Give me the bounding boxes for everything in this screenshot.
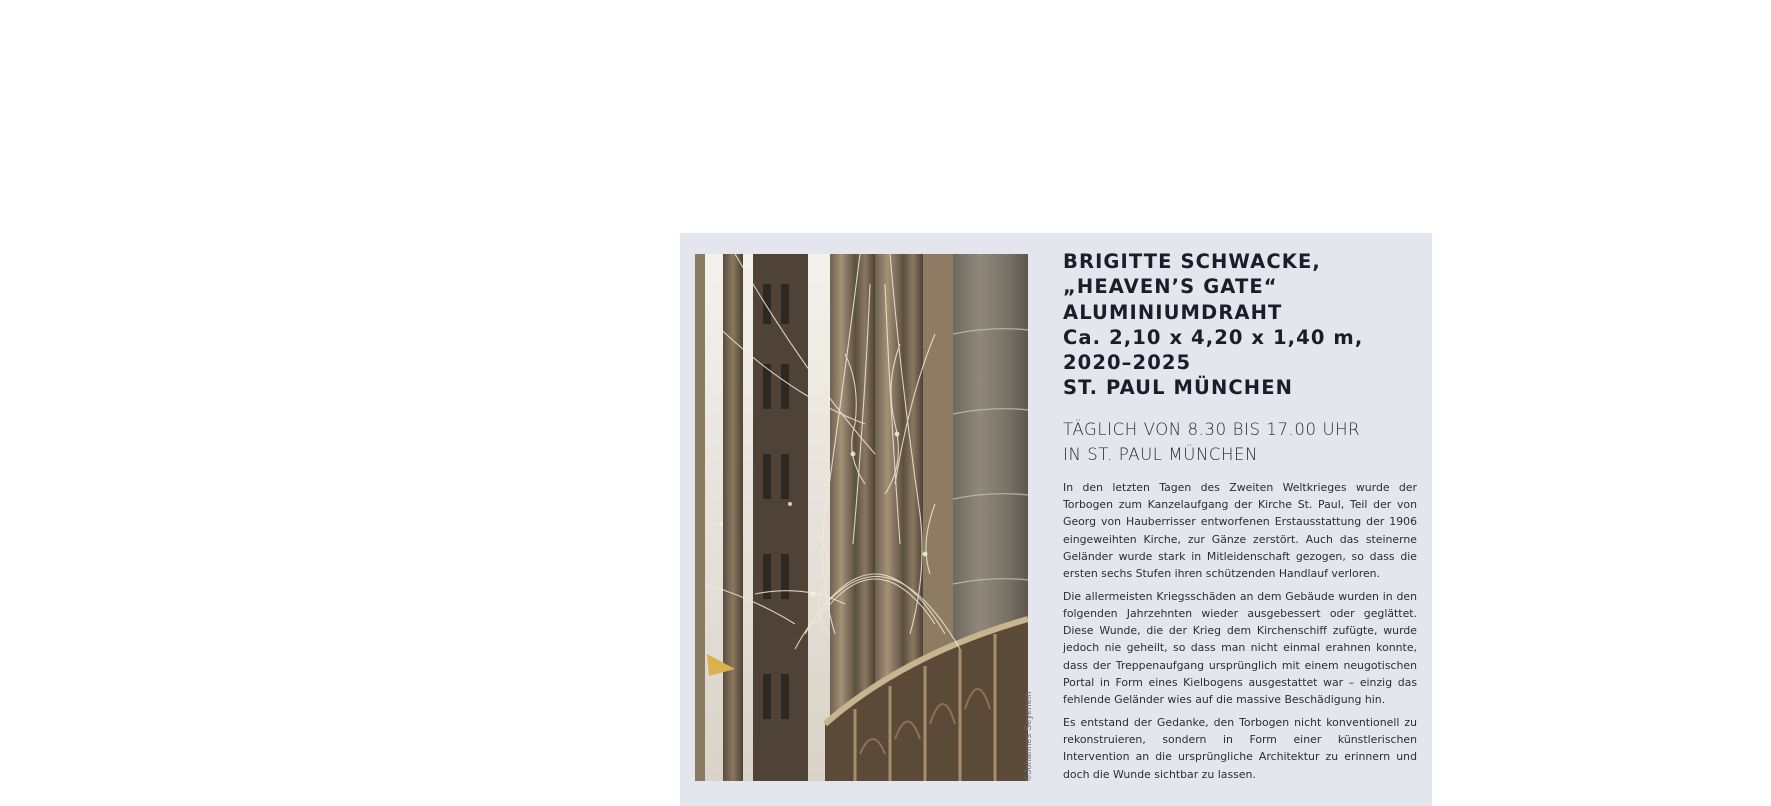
title-work: „HEAVEN’S GATE“: [1063, 275, 1278, 299]
title-artist: BRIGITTE SCHWACKE,: [1063, 250, 1321, 273]
opening-hours-place: IN ST. PAUL MÜNCHEN: [1063, 444, 1258, 464]
artwork-title-block: [1063, 249, 1417, 401]
opening-hours: [1063, 417, 1417, 467]
title-years: 2020–2025: [1063, 351, 1192, 375]
title-location: ST. PAUL MÜNCHEN: [1063, 376, 1294, 400]
exhibition-card: [680, 233, 1432, 806]
title-material: ALUMINIUMDRAHT: [1063, 300, 1283, 324]
artwork-photo: [695, 254, 1028, 781]
description-paragraph: Es entstand der Gedanke, den Torbogen nicht konventionell zu rekonstruieren, sondern in Form einer künstlerischen Intervention an die ursprüngliche Architektur zu erinnern und doch die Wunde sichtbar zu lassen.: [1063, 715, 1417, 781]
description-paragraph: Die allermeisten Kriegsschäden an dem Gebäude wurden in den folgenden Jahrzehnten wieder ausgebessert oder geglättet. Diese Wunde, die der Krieg dem Kirchenschiff zufügte, wurde jedoch nie geheilt, so dass man nicht einmal erahnen konnte, dass der Treppenaufgang ursprünglich mit einem neugotischen Portal in Form eines Kielbogens ausgestattet war – einzig das fehlende Geländer wies auf die massive Beschädigung hin.: [1063, 589, 1417, 707]
text-column: [1063, 249, 1417, 783]
description-paragraph: In den letzten Tagen des Zweiten Weltkrieges wurde der Torbogen zum Kanzelaufgang der Kirche St. Paul, Teil der von Georg von Hauberrisser entworfenen Erstausstattung der 1906 eingeweihten Kirche, zur Gänze zerstört. Auch das steinerne Geländer wurde stark in Mitleidenschaft gezogen, so dass die ersten sechs Stufen ihren schützenden Handlauf verloren.: [1063, 480, 1417, 581]
photo-credit: ©Johannes Seyerlein: [1023, 691, 1033, 781]
title-dimensions: Ca. 2,10 x 4,20 x 1,40 m,: [1063, 325, 1364, 349]
opening-hours-time: TÄGLICH VON 8.30 BIS 17.00 UHR: [1063, 419, 1361, 439]
